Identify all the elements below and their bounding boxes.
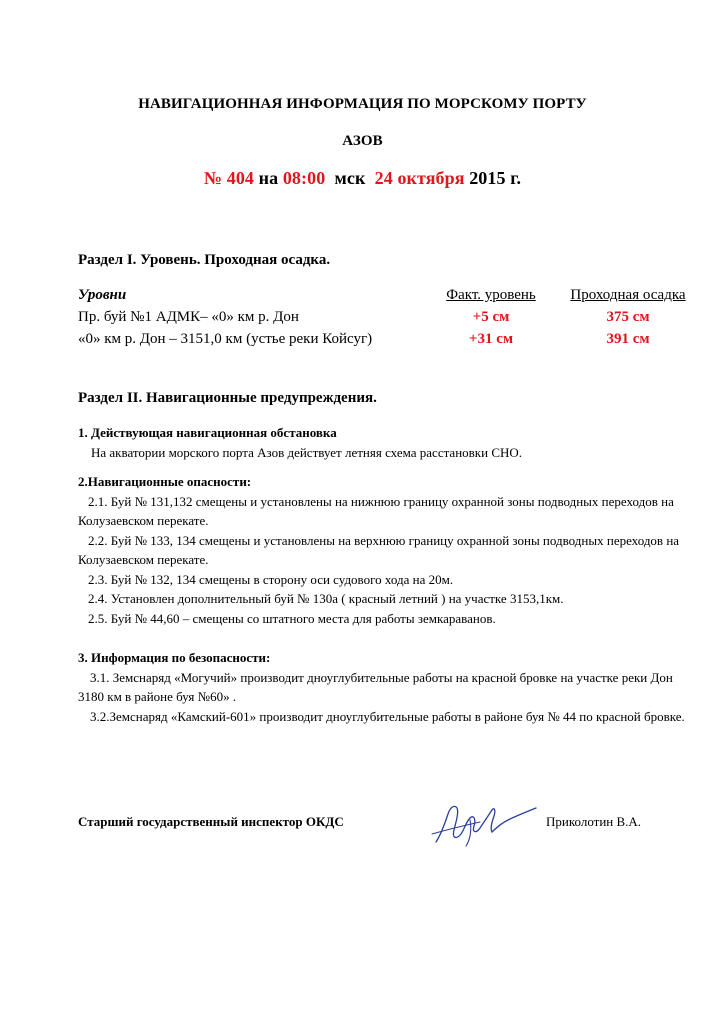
nav-dangers-title: 2.Навигационные опасности: bbox=[78, 474, 252, 489]
levels-row bbox=[78, 331, 698, 353]
level-location: Пр. буй №1 АДМК– «0» км р. Дон bbox=[78, 309, 299, 325]
fact-level-value: +5 см bbox=[472, 309, 510, 325]
safety-info-block bbox=[78, 648, 693, 726]
danger-item: 2.3. Буй № 132, 134 смещены в сторону оси судового хода на 20м. bbox=[88, 571, 454, 587]
danger-item: 2.4. Установлен дополнительный буй № 130а ( красный летний ) на участке 3153,1км. bbox=[88, 591, 564, 606]
port-name: АЗОВ bbox=[342, 133, 383, 149]
safety-item: 3.1. Земснаряд «Могучий» производит дноуглубительные работы на красной бровке на участке реки Дон 3180 км в районе буя №60» . bbox=[78, 669, 673, 704]
col-levels-header: Уровни bbox=[78, 287, 127, 303]
levels-row bbox=[78, 309, 698, 331]
col-fact-level-header: Факт. уровень bbox=[446, 287, 536, 303]
section2-title: Раздел II. Навигационные предупреждения. bbox=[78, 390, 377, 406]
safety-item: 3.2.Земснаряд «Камский-601» производит дноуглубительные работы в районе буя № 44 по красной бровке. bbox=[90, 708, 685, 724]
bulletin-year: 2015 г. bbox=[464, 168, 522, 188]
draft-value: 391 см bbox=[606, 331, 650, 347]
signature-row bbox=[78, 812, 698, 872]
nav-situation-title: 1. Действующая навигационная обстановка bbox=[78, 425, 337, 440]
level-location: «0» км р. Дон – 3151,0 км (устье реки Койсуг) bbox=[78, 331, 373, 347]
msk-text: мск bbox=[325, 168, 375, 188]
levels-header-row bbox=[78, 287, 698, 309]
bulletin-time: 08:00 bbox=[282, 168, 326, 188]
danger-item: 2.5. Буй № 44,60 – смещены со штатного места для работы земкараванов. bbox=[88, 610, 496, 626]
signer-name: Приколотин В.А. bbox=[546, 814, 642, 829]
nav-situation-block bbox=[78, 423, 693, 462]
number-prefix: № bbox=[203, 168, 227, 188]
bulletin-number: 404 bbox=[226, 168, 255, 188]
nav-dangers-block bbox=[78, 472, 693, 628]
danger-item: 2.1. Буй № 131,132 смещены и установлены на нижнюю границу охранной зоны подводных переходов на Колузаевском перекате. bbox=[78, 493, 674, 528]
bulletin-date: 24 октября bbox=[374, 168, 465, 188]
safety-info-title: 3. Информация по безопасности: bbox=[78, 650, 271, 665]
nav-situation-text: На акватории морского порта Азов действует летняя схема расстановки СНО. bbox=[91, 444, 523, 460]
draft-value: 375 см bbox=[606, 309, 650, 325]
signer-title: Старший государственный инспектор ОКДС bbox=[78, 814, 344, 829]
handwritten-signature bbox=[430, 800, 540, 852]
doc-title: НАВИГАЦИОННАЯ ИНФОРМАЦИЯ ПО МОРСКОМУ ПОРТУ bbox=[138, 96, 587, 112]
on-text: на bbox=[254, 168, 283, 188]
fact-level-value: +31 см bbox=[468, 331, 514, 347]
bulletin-number-line bbox=[0, 168, 725, 189]
col-draft-header: Проходная осадка bbox=[570, 287, 686, 303]
section1-title: Раздел I. Уровень. Проходная осадка. bbox=[78, 252, 331, 268]
danger-item: 2.2. Буй № 133, 134 смещены и установлены на верхнюю границу охранной зоны подводных переходов на Колузаевском перекате. bbox=[78, 532, 680, 567]
